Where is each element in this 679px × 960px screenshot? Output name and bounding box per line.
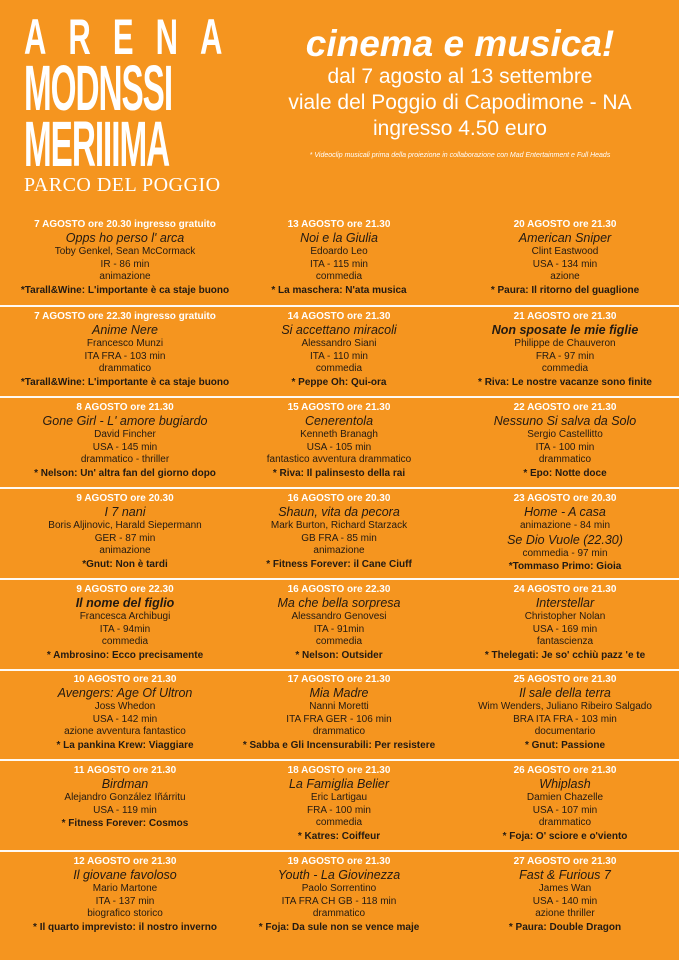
header [250,24,670,159]
screening-date: 16 AGOSTO ore 20.30 [287,493,391,504]
music-act: * Riva: Le nostre vacanze sono finite [478,376,652,388]
film-detail: Paolo Sorrentino [301,883,377,894]
tagline: cinema e musica! [305,23,615,64]
film-title: Mia Madre [309,686,369,700]
music-act: *Gnut: Non è tardi [82,558,168,570]
film-title: Opps ho perso l' arca [65,231,185,245]
screening-date: 19 AGOSTO ore 21.30 [287,856,391,867]
screening-date: 12 AGOSTO ore 21.30 [73,856,177,867]
film-title: Anime Nere [92,323,158,337]
screening-entry [226,310,452,389]
dates: dal 7 agosto al 13 settembre [327,65,593,88]
logo-letter: E [112,9,134,65]
film-title: Se Dio Vuole (22.30) [507,532,623,547]
row-divider [0,759,679,761]
logo-letter: N [155,9,178,65]
film-detail: ITA FRA GER - 106 min [286,713,392,725]
screening-date: 17 AGOSTO ore 21.30 [287,674,391,685]
film-title: Birdman [101,777,149,791]
film-detail: Nanni Moretti [309,701,369,712]
film-title: Gone Girl - L' amore bugiardo [42,414,208,428]
film-detail: animazione [99,271,151,282]
film-title: Il nome del figlio [75,596,175,610]
row-divider [0,669,679,671]
film-detail: ITA FRA - 103 min [84,350,166,362]
screening-entry [12,492,238,571]
screening-entry [12,583,238,662]
film-detail: USA - 134 min [532,258,598,270]
film-detail: Joss Whedon [94,701,156,712]
film-title: Shaun, vita da pecora [278,505,400,519]
film-detail: Alessandro Genovesi [291,611,387,622]
film-title: Fast & Furious 7 [519,868,611,882]
music-act: * Thelegati: Je so' cchiù pazz 'e te [484,649,646,661]
screening-entry [12,310,238,389]
row-divider [0,305,679,307]
film-detail: USA - 119 min [93,804,157,816]
film-detail: FRA - 97 min [535,350,595,362]
screening-entry [226,764,452,843]
screening-entry [226,401,452,480]
film-detail: drammatico [312,726,366,737]
film-detail: ITA - 137 min [95,895,155,907]
screening-date: 9 AGOSTO ore 20.30 [76,493,174,504]
logo-line-2: MERIIIMA [24,108,170,180]
film-detail: USA - 105 min [306,441,372,453]
film-detail: commedia - 97 min [522,547,608,559]
film-detail: IR - 86 min [100,258,150,270]
film-title: American Sniper [518,231,612,245]
music-act: * Paura: Double Dragon [508,921,622,933]
screening-entry [452,310,678,389]
film-detail: USA - 169 min [532,623,598,635]
music-act: * Fitness Forever: il Cane Ciuff [266,558,412,570]
music-act: * Foja: Da sule non se vence maje [258,921,420,933]
screening-date: 23 AGOSTO ore 20.30 [513,493,617,504]
film-detail: commedia [315,363,363,374]
film-detail: ITA - 110 min [310,350,368,362]
screening-date: 11 AGOSTO ore 21.30 [73,765,177,776]
film-detail: animazione - 84 min [519,520,611,531]
row-divider [0,578,679,580]
film-detail: ITA - 100 min [535,441,595,453]
screening-date: 22 AGOSTO ore 21.30 [513,402,617,413]
film-detail: Francesca Archibugi [79,611,171,622]
screening-entry [12,855,238,934]
film-title: Whiplash [539,777,591,791]
film-title: La Famiglia Belier [288,777,390,791]
film-detail: Wim Wenders, Juliano Ribeiro Salgado [478,701,652,712]
screening-entry [452,855,678,934]
film-detail: ITA - 91min [313,623,365,635]
screening-entry [226,583,452,662]
film-detail: Damien Chazelle [526,792,604,803]
screening-date: 18 AGOSTO ore 21.30 [287,765,391,776]
music-act: *Tarall&Wine: L'importante è ca staje buono [20,284,230,296]
film-detail: Mark Burton, Richard Starzack [270,520,408,531]
film-title: Youth - La Giovinezza [277,868,401,882]
film-title: Il giovane favoloso [73,868,177,882]
music-act: * Il quarto imprevisto: il nostro inverno [33,921,217,933]
music-act: * Nelson: Un' altra fan del giorno dopo [34,467,216,479]
film-detail: animazione [99,545,151,556]
music-act: * Sabba e Gli Incensurabili: Per resistere [242,739,436,751]
film-title: Non sposate le mie figlie [491,323,639,337]
film-detail: BRA ITA FRA - 103 min [513,713,617,725]
logo-parco: PARCO DEL POGGIO [24,174,221,196]
address: viale del Poggio di Capodimone - NA [288,91,632,114]
music-act: * Riva: Il palinsesto della rai [272,467,406,479]
schedule [0,218,679,960]
film-detail: animazione [313,545,365,556]
film-title: I 7 nani [104,505,146,519]
music-act: * Foja: O' sciore e o'viento [502,830,628,842]
film-title: Nessuno Si salva da Solo [493,414,637,428]
film-detail: USA - 107 min [532,804,598,816]
screening-date: 10 AGOSTO ore 21.30 [73,674,177,685]
film-title: Noi e la Giulia [300,231,378,245]
film-detail: Alejandro González Iñárritu [64,792,186,803]
music-act: * Fitness Forever: Cosmos [61,818,189,829]
film-detail: James Wan [538,883,592,894]
film-detail: azione [550,271,580,282]
film-detail: GB FRA - 85 min [301,532,377,544]
film-detail: Mario Martone [92,883,158,894]
screening-entry [452,401,678,480]
price: ingresso 4.50 euro [373,117,547,140]
music-act: * Gnut: Passione [524,739,605,751]
film-detail: Christopher Nolan [524,611,606,622]
screening-date: 16 AGOSTO ore 22.30 [287,584,391,595]
music-act: * Peppe Oh: Qui-ora [291,376,387,388]
logo-line-1: MODNSSI [24,52,173,124]
film-detail: commedia [315,271,363,282]
music-act: * La pankina Krew: Viaggiare [56,739,194,751]
film-detail: biografico storico [87,908,163,919]
screening-entry [226,673,452,752]
row-divider [0,396,679,398]
screening-date: 26 AGOSTO ore 21.30 [513,765,617,776]
film-detail: Kenneth Branagh [300,429,378,440]
screening-entry [226,855,452,934]
film-detail: FRA - 100 min [307,804,371,816]
screening-entry [452,583,678,662]
film-detail: David Fincher [94,429,156,440]
screening-entry [226,492,452,571]
screening-entry [452,673,678,752]
screening-entry [12,673,238,752]
film-detail: ITA - 94min [99,623,151,635]
screening-date: 13 AGOSTO ore 21.30 [287,219,391,230]
film-detail: ITA FRA CH GB - 118 min [281,895,397,907]
film-detail: commedia [315,636,363,647]
screening-date: 27 AGOSTO ore 21.30 [513,856,617,867]
screening-entry [452,218,678,297]
film-detail: Toby Genkel, Sean McCormack [54,246,196,257]
screening-date: 14 AGOSTO ore 21.30 [287,311,391,322]
screening-date: 8 AGOSTO ore 21.30 [76,402,174,413]
film-detail: fantastico avventura drammatico [266,454,412,465]
film-detail: fantascienza [536,636,594,647]
footnote: * Videoclip musicali prima della proiezione in collaborazione con Mad Entertainment e Full Heads [309,152,611,159]
film-detail: Boris Aljinovic, Harald Siepermann [48,520,202,531]
screening-date: 9 AGOSTO ore 22.30 [76,584,174,595]
film-detail: drammatico [538,454,592,465]
row-divider [0,850,679,852]
music-act: * Epo: Notte doce [523,467,607,479]
film-title: Cenerentola [304,414,374,428]
music-act: *Tarall&Wine: L'importante è ca staje buono [20,376,230,388]
film-detail: Eric Lartigau [310,792,368,803]
music-act: *Tommaso Primo: Gioia [508,561,622,572]
film-title: Avengers: Age Of Ultron [57,686,193,700]
music-act: * Paura: Il ritorno del guaglione [490,284,640,296]
film-detail: drammatico [98,363,152,374]
music-act: * Nelson: Outsider [295,649,383,661]
screening-entry [12,401,238,480]
film-detail: Sergio Castellitto [527,429,603,440]
film-detail: GER - 87 min [94,532,156,544]
screening-date: 21 AGOSTO ore 21.30 [513,311,617,322]
row-divider [0,487,679,489]
film-detail: Edoardo Leo [310,246,368,257]
film-detail: documentario [534,726,596,737]
film-detail: drammatico [312,908,366,919]
screening-entry [226,218,452,297]
film-title: Ma che bella sorpresa [277,596,401,610]
screening-date: 7 AGOSTO ore 20.30 ingresso gratuito [34,219,216,230]
film-title: Interstellar [535,596,595,610]
film-detail: commedia [541,363,589,374]
logo-letter: A [200,9,223,65]
screening-date: 24 AGOSTO ore 21.30 [513,584,617,595]
film-detail: Philippe de Chauveron [514,338,616,349]
film-detail: ITA - 115 min [310,258,368,270]
film-detail: drammatico [538,817,592,828]
music-act: * Katres: Coiffeur [297,830,381,842]
music-act: * Ambrosino: Ecco precisamente [46,649,204,661]
music-act: * La maschera: N'ata musica [271,284,407,296]
logo-letter: A [24,9,47,65]
film-title: Si accettano miracoli [281,323,397,337]
screening-date: 25 AGOSTO ore 21.30 [513,674,617,685]
logo-letter: R [68,9,91,65]
film-detail: drammatico - thriller [80,454,170,465]
screening-entry [12,218,238,297]
film-title: Il sale della terra [519,686,611,700]
film-detail: Francesco Munzi [86,338,164,349]
screening-entry [12,764,238,830]
film-detail: Clint Eastwood [531,246,599,257]
film-detail: azione avventura fantastico [64,726,186,737]
film-detail: commedia [315,817,363,828]
film-detail: commedia [101,636,149,647]
film-detail: Alessandro Siani [301,338,377,349]
film-detail: USA - 145 min [92,441,158,453]
screening-date: 15 AGOSTO ore 21.30 [287,402,391,413]
film-detail: USA - 142 min [92,713,158,725]
screening-entry [452,492,678,573]
arena-logo [24,9,223,196]
screening-entry [452,764,678,843]
screening-date: 7 AGOSTO ore 22.30 ingresso gratuito [34,311,216,322]
film-title: Home - A casa [524,505,606,519]
film-detail: USA - 140 min [532,895,598,907]
film-detail: azione thriller [535,908,595,919]
screening-date: 20 AGOSTO ore 21.30 [513,219,617,230]
